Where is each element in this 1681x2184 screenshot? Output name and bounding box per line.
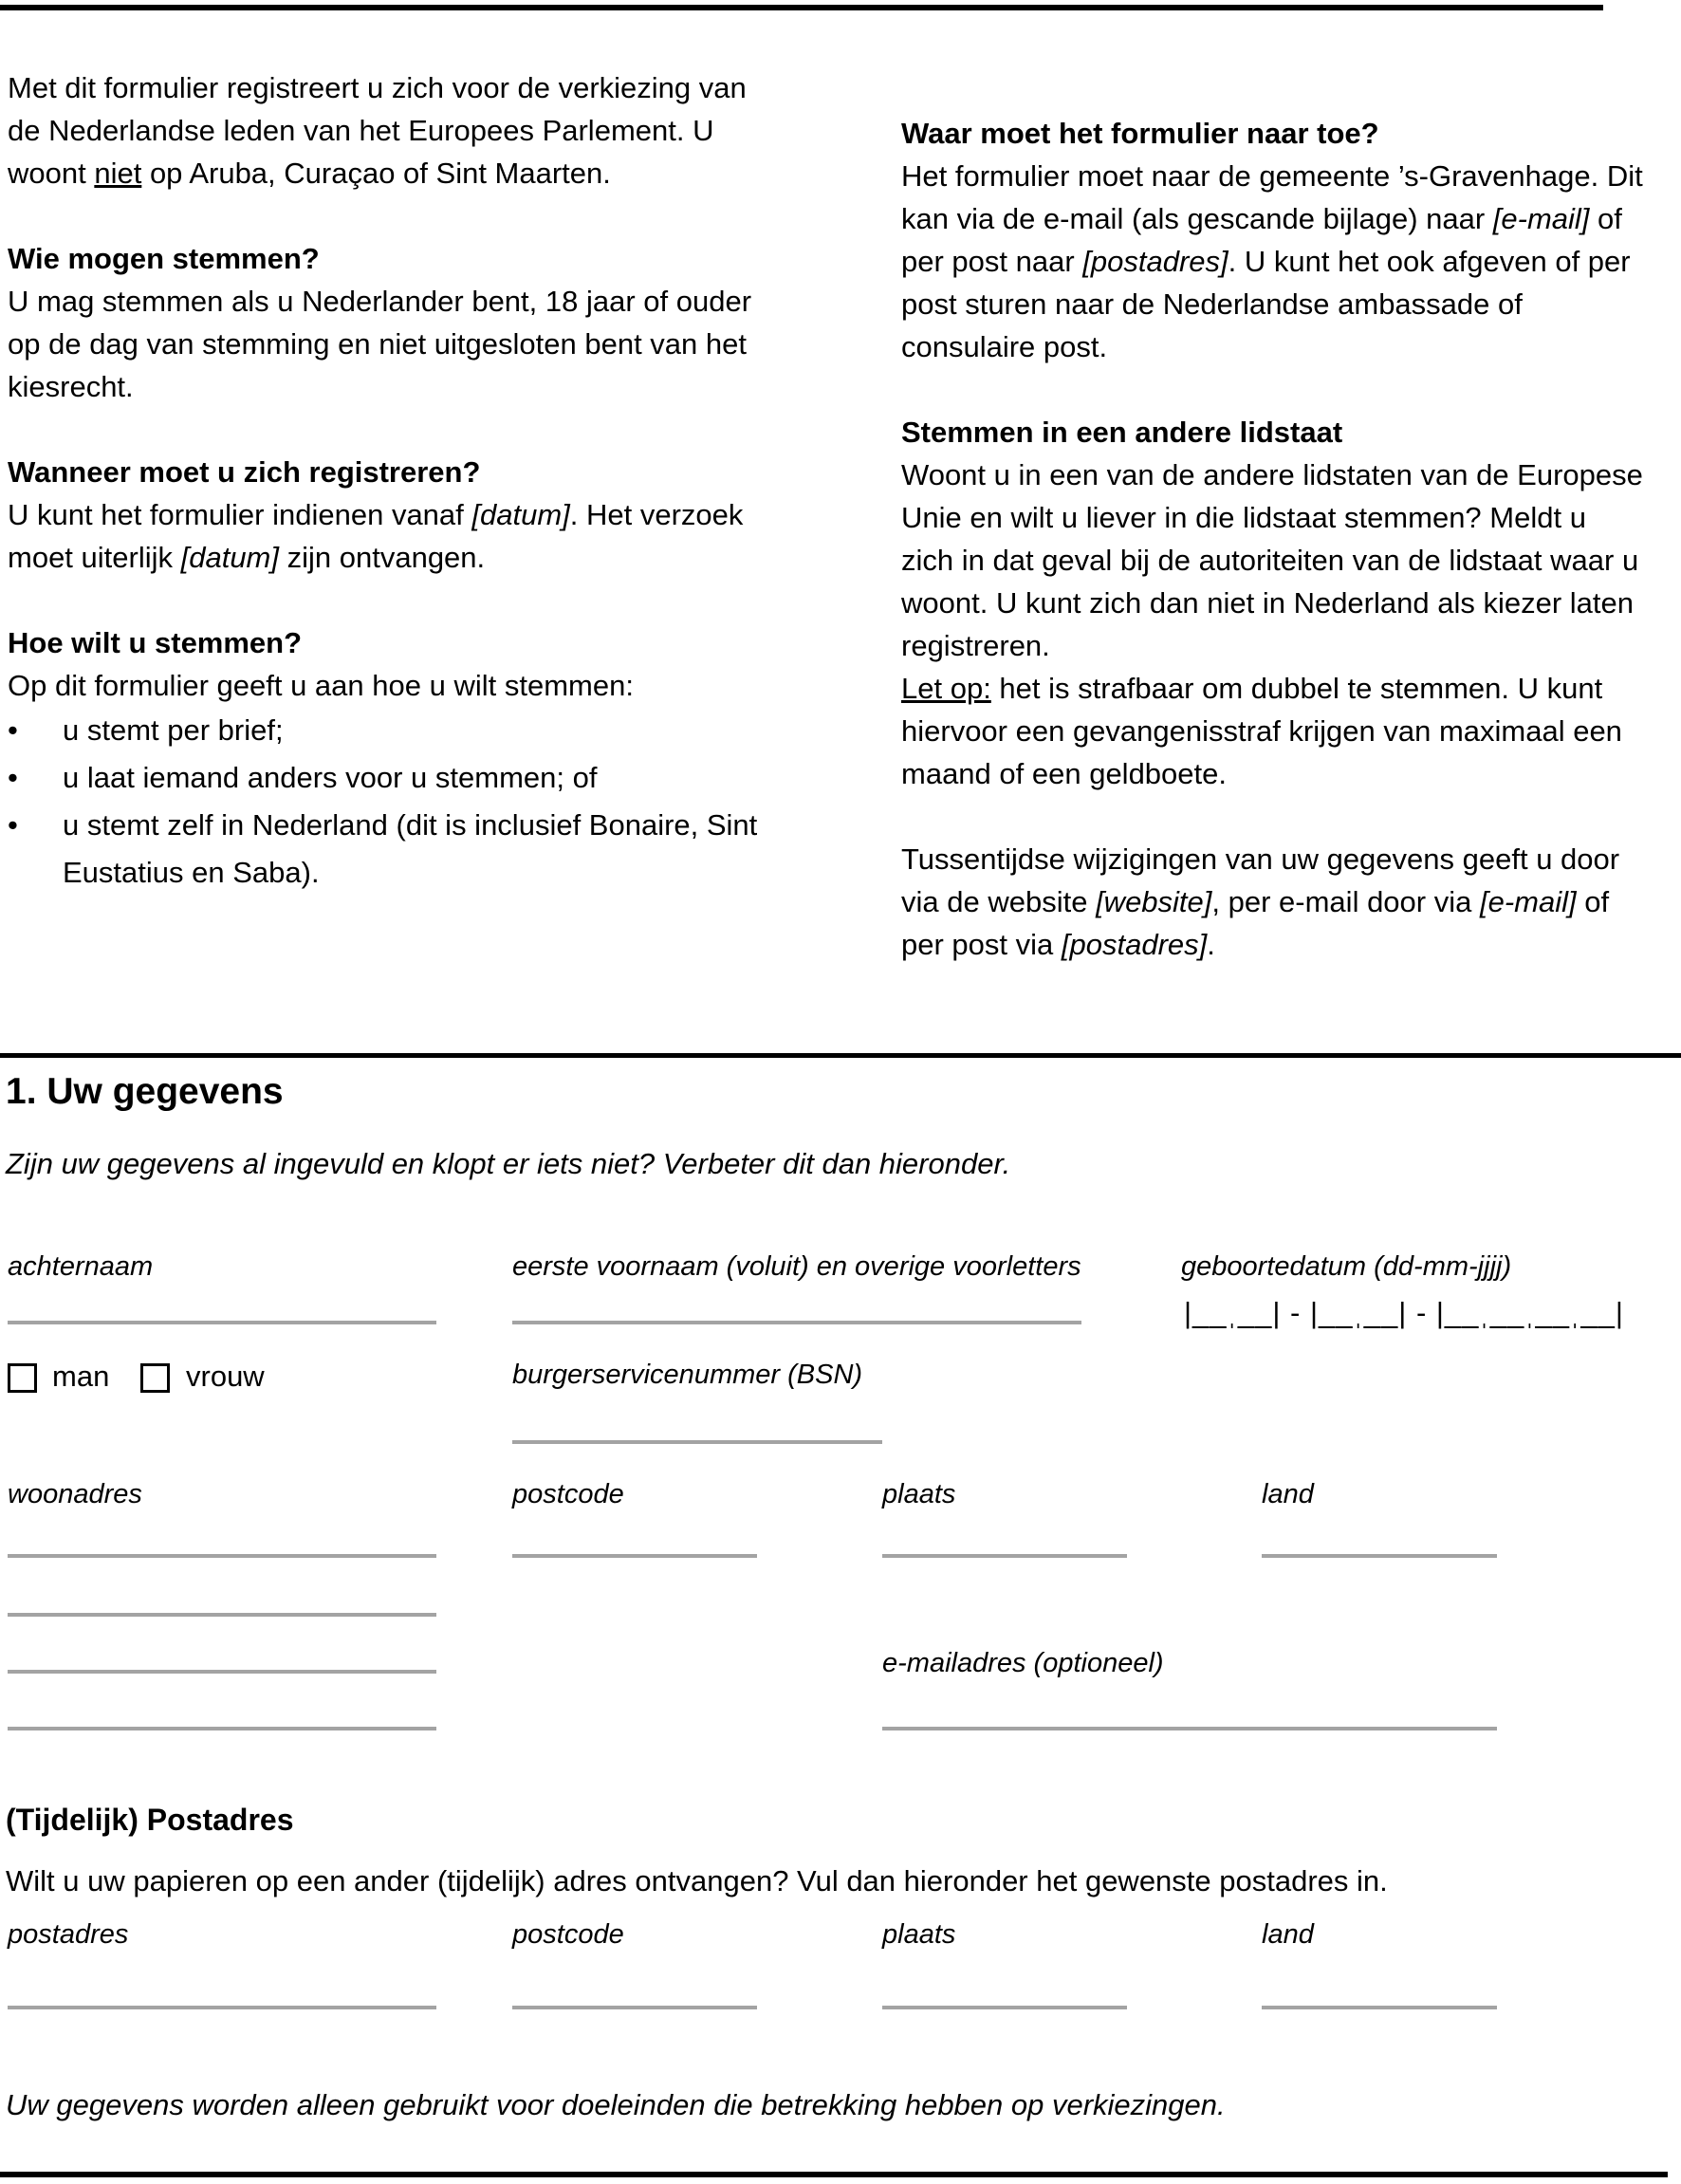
voornaam-field-line[interactable] [512, 1321, 1081, 1324]
postcode-field-line[interactable] [512, 1554, 757, 1558]
postadres-section-intro: Wilt u uw papieren op een ander (tijdelijk) adres ontvangen? Vul dan hieronder het gewenste postadres in. [6, 1864, 1388, 1897]
list-item-text: u laat iemand anders voor u stemmen; of [63, 761, 598, 794]
other-member-state-paragraph: Woont u in een van de andere lidstaten van de Europese Unie en wilt u liever in die lidstaat stemmen? Meldt u zich in dat geval bij de autoriteiten van de lidstaat waar u woont. U kunt zich dan niet in Nederland als kiezer laten registreren. [901, 458, 1643, 662]
woonadres-field-line-3[interactable] [8, 1670, 436, 1674]
postadres-plaats-field-line[interactable] [882, 2006, 1127, 2009]
list-item-text: u stemt zelf in Nederland (dit is inclusief Bonaire, Sint Eustatius en Saba). [63, 808, 758, 889]
vrouw-checkbox-label[interactable]: vrouw [186, 1360, 265, 1393]
woonadres-label: woonadres [8, 1479, 142, 1509]
list-item [8, 802, 759, 897]
postadres-postcode-label: postcode [512, 1919, 624, 1950]
where-send-paragraph: Het formulier moet naar de gemeente ’s-Gravenhage. Dit kan via de e-mail (als gescande bijlage) naar [e-mail] of per post naar [postadres]. U kunt het ook afgeven of per post sturen naar de Nederlandse ambassade of consulaire post. [901, 159, 1643, 363]
plaats-field-line[interactable] [882, 1554, 1127, 1558]
section1-title: 1. Uw gegevens [6, 1071, 284, 1112]
land-field-line[interactable] [1262, 1554, 1497, 1558]
heading-how-vote: Hoe wilt u stemmen? [8, 626, 303, 659]
vote-options-list [8, 707, 759, 897]
email-label: e-mailadres (optioneel) [882, 1648, 1164, 1678]
bottom-rule [0, 2172, 1668, 2177]
intro-left-column [8, 66, 759, 966]
section1-note: Zijn uw gegevens al ingevuld en klopt er iets niet? Verbeter dit dan hieronder. [6, 1147, 1011, 1180]
list-item [8, 707, 759, 754]
intro-section [8, 66, 1670, 966]
who-may-vote-paragraph: U mag stemmen als u Nederlander bent, 18 jaar of ouder op de dag van stemming en niet uitgesloten bent van het kiesrecht. [8, 285, 752, 403]
woonadres-field-line-4[interactable] [8, 1727, 436, 1731]
how-vote-paragraph: Op dit formulier geeft u aan hoe u wilt stemmen: [8, 669, 634, 702]
achternaam-label: achternaam [8, 1251, 154, 1282]
email-field-line[interactable] [882, 1727, 1497, 1731]
land-label: land [1262, 1479, 1314, 1509]
heading-where-send: Waar moet het formulier naar toe? [901, 117, 1379, 150]
double-voting-warning: Let op: het is strafbaar om dubbel te stemmen. U kunt hiervoor een gevangenisstraf krijgen van maximaal een maand of een geldboete. [901, 672, 1622, 790]
section-divider-rule [0, 1053, 1681, 1058]
bullet-icon [8, 754, 63, 802]
bullet-icon [8, 707, 63, 754]
bullet-icon [8, 802, 63, 897]
intro-paragraph: Met dit formulier registreert u zich voor de verkiezing van de Nederlandse leden van het Europees Parlement. U woont niet op Aruba, Curaçao of Sint Maarten. [8, 71, 747, 190]
bsn-field-line[interactable] [512, 1440, 882, 1444]
heading-who-may-vote: Wie mogen stemmen? [8, 242, 320, 275]
vrouw-checkbox[interactable] [140, 1363, 170, 1393]
postadres-postcode-field-line[interactable] [512, 2006, 757, 2009]
plaats-label: plaats [882, 1479, 956, 1509]
postadres-land-field-line[interactable] [1262, 2006, 1497, 2009]
woonadres-field-line-2[interactable] [8, 1613, 436, 1617]
list-item-text: u stemt per brief; [63, 713, 284, 747]
postadres-land-label: land [1262, 1919, 1314, 1950]
intro-right-column [901, 112, 1646, 966]
woonadres-field-line-1[interactable] [8, 1554, 436, 1558]
man-checkbox[interactable] [8, 1363, 37, 1393]
man-checkbox-label[interactable]: man [52, 1360, 110, 1393]
voornaam-label: eerste voornaam (voluit) en overige voorletters [512, 1251, 1081, 1282]
heading-other-member-state: Stemmen in een andere lidstaat [901, 416, 1343, 449]
postcode-label: postcode [512, 1479, 624, 1509]
postadres-field-line[interactable] [8, 2006, 436, 2009]
top-rule [0, 5, 1603, 10]
list-item [8, 754, 759, 802]
when-register-paragraph: U kunt het formulier indienen vanaf [datum]. Het verzoek moet uiterlijk [datum] zijn ontvangen. [8, 498, 744, 574]
changes-paragraph: Tussentijdse wijzigingen van uw gegevens geeft u door via de website [website], per e-mail door via [e-mail] of per post via [postadres]. [901, 842, 1620, 961]
geboortedatum-entry-boxes[interactable]: |__ˌ__| - |__ˌ__| - |__ˌ__ˌ__ˌ__| [1184, 1296, 1624, 1329]
privacy-note: Uw gegevens worden alleen gebruikt voor doeleinden die betrekking hebben op verkiezingen. [6, 2088, 1226, 2121]
postadres-plaats-label: plaats [882, 1919, 956, 1950]
bsn-label: burgerservicenummer (BSN) [512, 1360, 863, 1390]
heading-when-register: Wanneer moet u zich registreren? [8, 455, 481, 489]
postadres-section-title: (Tijdelijk) Postadres [6, 1803, 294, 1837]
postadres-label: postadres [8, 1919, 129, 1950]
geboortedatum-label: geboortedatum (dd-mm-jjjj) [1181, 1251, 1512, 1282]
achternaam-field-line[interactable] [8, 1321, 436, 1324]
